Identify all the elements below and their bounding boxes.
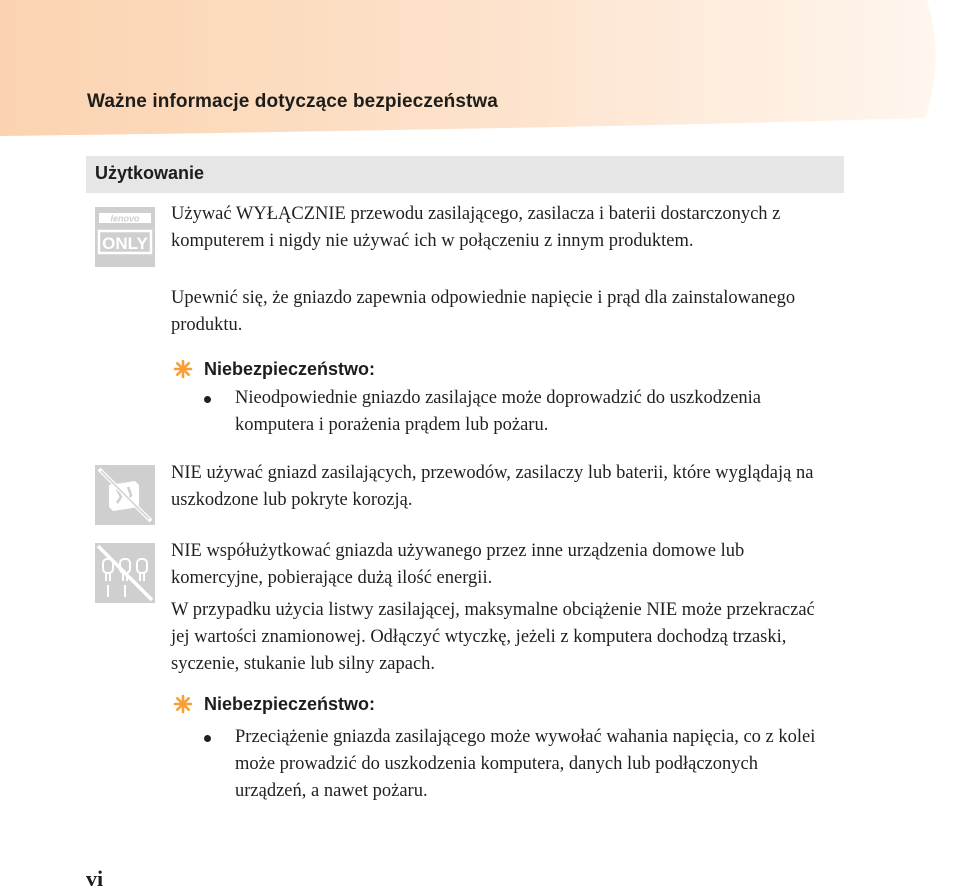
danger-bullet-text: Przeciążenie gniazda zasilającego może wywołać wahania napięcia, co z kolei może prowadzić do uszkodzenia komputera, danych lub podłączonych urządzeń, a nawet pożaru.: [235, 727, 816, 801]
header-gradient-shape: [0, 0, 960, 140]
bullet-dot: [204, 396, 211, 403]
bullet-dot: [204, 735, 211, 742]
danger-bullet-text: Nieodpowiednie gniazdo zasilające może doprowadzić do uszkodzenia komputera i porażenia prądem lub pożaru.: [235, 388, 762, 435]
danger-bullet-1: [200, 385, 820, 439]
danger-bullet-2: [200, 724, 820, 805]
danger-burst-icon: [173, 694, 193, 714]
danger-heading-1: [173, 357, 375, 381]
only-label: ONLY: [102, 234, 148, 253]
paragraph-check-outlet: Upewnić się, że gniazdo zapewnia odpowiednie napięcie i prąd dla zainstalowanego produktu.: [171, 288, 796, 335]
no-damaged-plug-icon: [95, 465, 155, 525]
lenovo-brand-text: lenovo: [110, 213, 140, 224]
page-number: vi: [86, 866, 104, 891]
paragraph-use-only-supplied: Używać WYŁĄCZNIE przewodu zasilającego, zasilacza i baterii dostarczonych z komputerem i nigdy nie używać ich w połączeniu z innym produktem.: [171, 204, 781, 251]
paragraph-power-strip: W przypadku użycia listwy zasilającej, maksymalne obciążenie NIE może przekraczać jej wartości znamionowej. Odłączyć wtyczkę, jeżeli z komputera dochodzą trzaski, syczenie, stukanie lub silny zapach.: [171, 600, 815, 674]
danger-burst-icon: [173, 359, 193, 379]
no-shared-outlet-icon: [95, 543, 155, 603]
section-title: Użytkowanie: [95, 163, 205, 183]
danger-heading-2: [173, 692, 375, 716]
section-header: [86, 156, 844, 193]
lenovo-only-icon: [95, 207, 155, 267]
danger-heading-text: Niebezpieczeństwo:: [204, 358, 376, 379]
header-band: [0, 0, 960, 140]
paragraph-shared-outlet: NIE współużytkować gniazda używanego przez inne urządzenia domowe lub komercyjne, pobierające dużą ilość energii.: [171, 541, 745, 588]
paragraph-damaged-outlets: NIE używać gniazd zasilających, przewodów, zasilaczy lub baterii, które wyglądają na uszkodzone lub pokryte korozją.: [171, 463, 814, 510]
page-title: Ważne informacje dotyczące bezpieczeństwa: [87, 91, 498, 112]
danger-heading-text: Niebezpieczeństwo:: [204, 693, 376, 714]
